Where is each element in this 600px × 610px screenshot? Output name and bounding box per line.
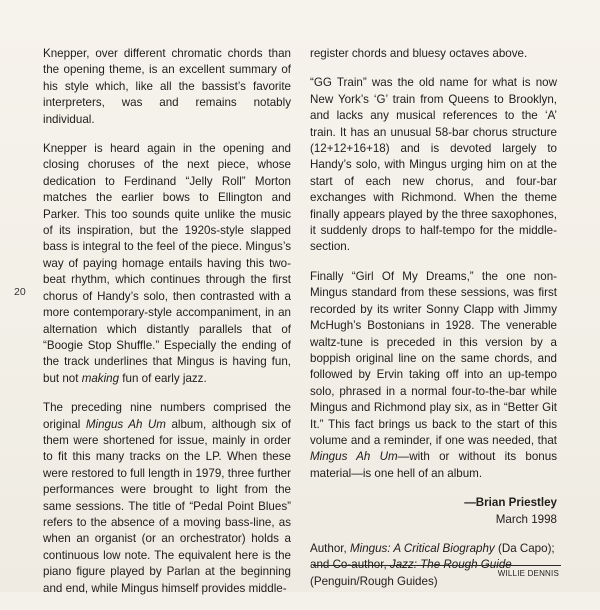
album-title: Mingus Ah Um xyxy=(310,450,398,464)
left-column xyxy=(43,46,291,610)
paragraph-text: Finally “Girl Of My Dreams,” the one non-Mingus standard from these sessions, was first recorded by its writer Sonny Clapp with Jimmy McHugh’s Bostonians in 1928. The venerable waltz-tune is preceded in this version by a boppish original line on the same chords, and followed by Ervin taking off into an up-tempo solo, phrased in a normal four-to-the-bar while Mingus and Richmond play six, as in “Better Git It.” This fact brings us back to the start of this volume and a reminder, if one was needed, that xyxy=(310,269,557,447)
paragraph-text: The preceding nine numbers comprised the original xyxy=(43,401,291,431)
paragraph-jelly-roll xyxy=(43,141,291,387)
paragraph-text: —with or without its bonus material—is one hell of an album. xyxy=(310,450,557,480)
paragraph-continuation xyxy=(310,46,557,62)
paragraph-gg-train xyxy=(310,75,557,255)
book-title: Jazz: The Rough Guide xyxy=(389,558,512,572)
bio-text: (Da Capo); and Co-author, xyxy=(310,541,555,572)
paragraph-girl-of-my-dreams xyxy=(310,269,557,482)
album-title: Mingus Ah Um xyxy=(85,417,166,431)
footer-label: WILLIE DENNIS xyxy=(497,569,559,578)
signature-date: March 1998 xyxy=(495,512,557,526)
emphasis-text: making xyxy=(81,371,120,385)
paragraph-pedal-point xyxy=(43,400,291,597)
footer-rule xyxy=(313,565,561,566)
book-title: Mingus: A Critical Biography xyxy=(349,541,495,555)
author-name: —Brian Priestley xyxy=(464,496,557,510)
bio-text: (Penguin/Rough Guides) xyxy=(310,574,438,588)
bio-text: Author, xyxy=(310,541,350,555)
page-number: 20 xyxy=(14,286,26,298)
paragraph-knepper-summary xyxy=(43,46,291,128)
paragraph-text: fun of early jazz. xyxy=(119,371,207,385)
author-signature xyxy=(310,495,557,511)
paragraph-text: “GG Train” was the old name for what is now New York’s ‘G’ train from Queens to Brooklyn, and lacks any musical references to the ‘A’ train. It has an unusual 58-bar chorus structure (12+12+16+18) and is devoted largely to Handy’s solo, with Mingus urging him on at the start of each new chorus, and four-bar exchanges with Richmond. When the theme finally appears played by the three saxophones, it suddenly drops to half-tempo for the middle-section. xyxy=(310,76,557,254)
right-column xyxy=(310,46,557,590)
paragraph-text: Knepper is heard again in the opening and closing choruses of the next piece, whose dedication to Ferdinand “Jelly Roll” Morton matches the earlier bows to Ellington and Parker. This too sounds quite unlike the music of its inspiration, but the 1920s-style slapped bass is integral to the feel of the piece. Mingus’s way of paying homage entails having this two-beat rhythm, which continues through the first chorus of Handy’s solo, then contrasted with a more contemporary-style accompaniment, in an alternation which distantly parallels that of “Boogie Stop Shuffle.” Especially the ending of the track underlines that Mingus is having fun, but not xyxy=(43,142,291,385)
paragraph-text: register chords and bluesy octaves above. xyxy=(310,47,528,60)
paragraph-text: album, although six of them were shortened for issue, mainly in order to fit this many tracks on the LP. When these were restored to full length in 1979, three further performances were brought to light from the same sessions. The title of “Pedal Point Blues” refers to the absence of a moving bass-line, as when an organist (or an orchestrator) holds a continuous low note. The equivalent here is the piano figure played by Parlan at the beginning and end, while Mingus himself provides middle- xyxy=(43,417,291,595)
paragraph-text: Knepper, over different chromatic chords than the opening theme, is an excellent summary of his style which, like all the bassist’s favorite interpreters, was and remains notably individual. xyxy=(43,47,291,126)
